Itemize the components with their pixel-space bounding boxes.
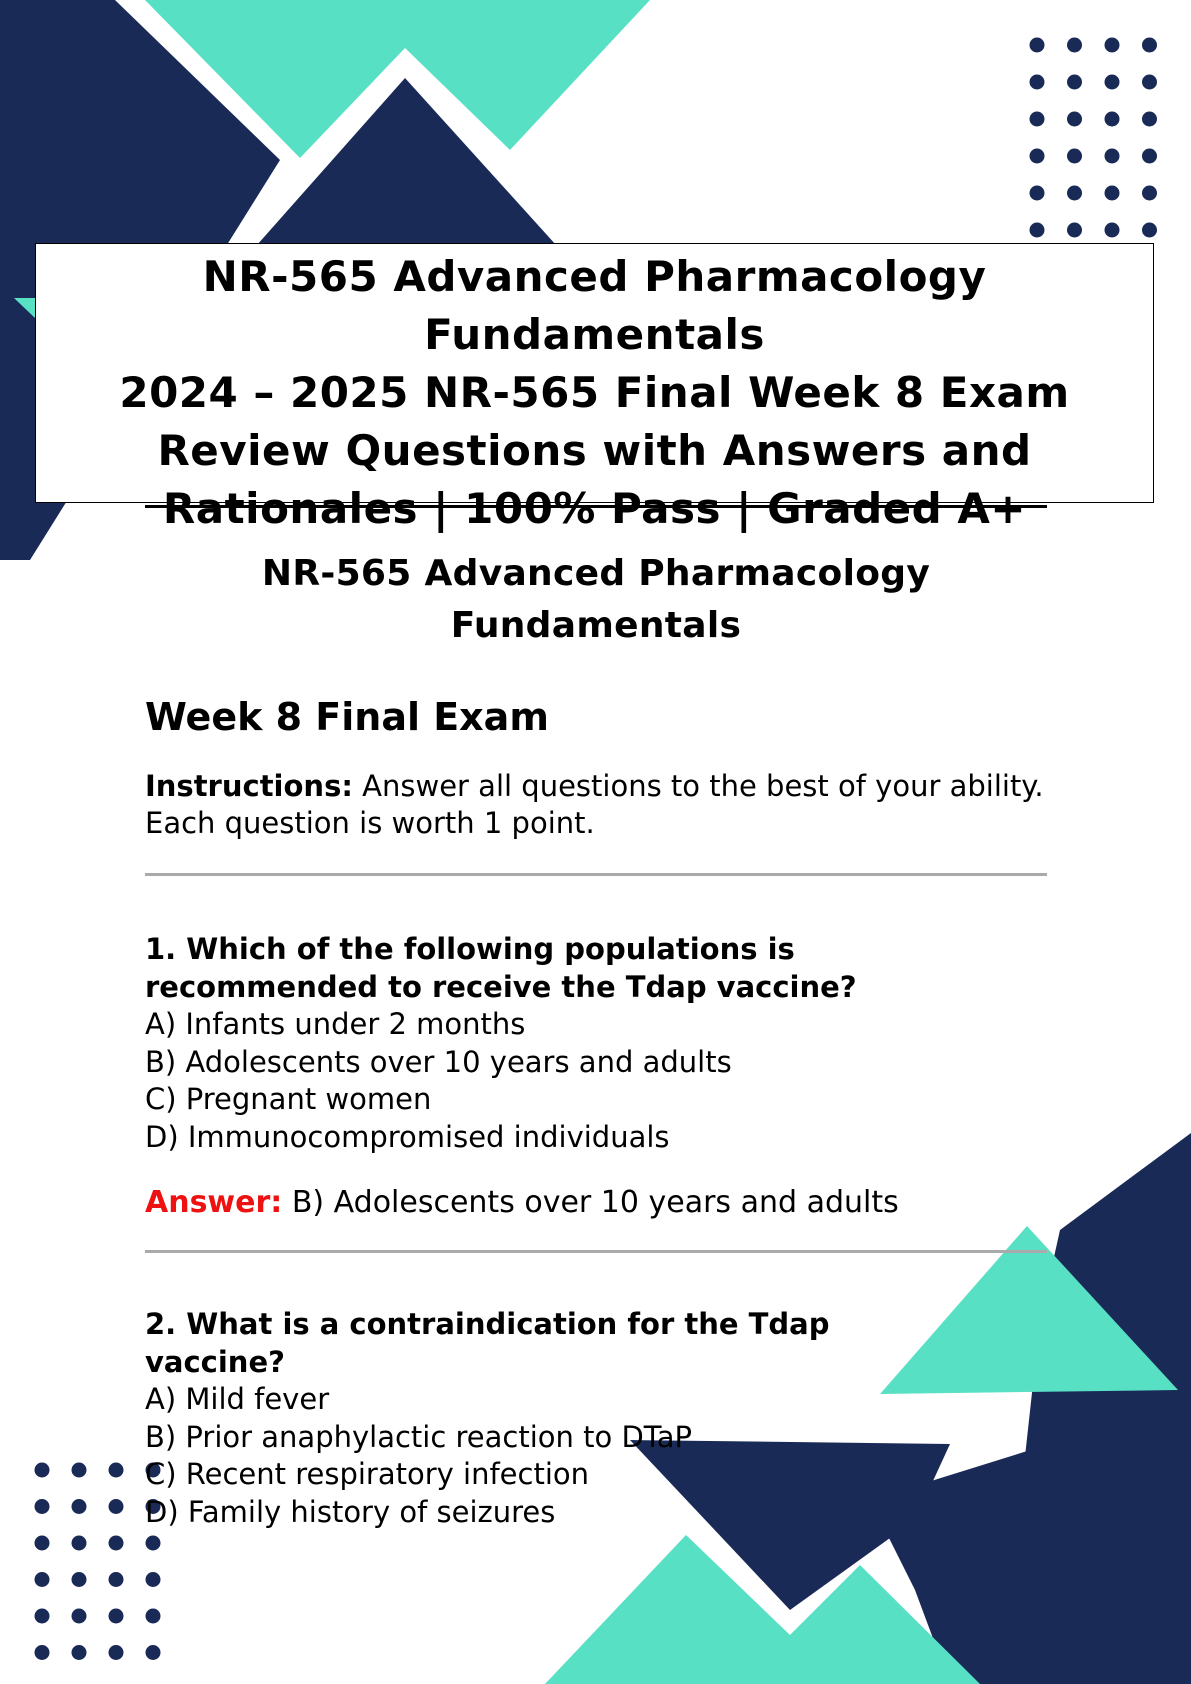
decorative-dot	[35, 1499, 50, 1514]
document-heading	[145, 548, 1047, 652]
decorative-dot	[1142, 75, 1157, 90]
question-2-option-a: A) Mild fever	[145, 1382, 330, 1416]
decorative-dot	[1142, 112, 1157, 127]
decorative-dot	[1067, 38, 1082, 53]
decorative-dot	[1105, 38, 1120, 53]
decorative-dot	[1067, 186, 1082, 201]
decorative-dot	[109, 1572, 124, 1587]
question-1	[145, 931, 1047, 1222]
decorative-dot	[146, 1645, 161, 1660]
question-1-option-a: A) Infants under 2 months	[145, 1007, 526, 1041]
answer-text: B) Adolescents over 10 years and adults	[282, 1185, 899, 1220]
decorative-dot	[1067, 112, 1082, 127]
decorative-dot	[1030, 38, 1045, 53]
question-1-option-d: D) Immunocompromised individuals	[145, 1119, 670, 1154]
title-line-4: Review Questions with Answers and	[157, 426, 1032, 475]
question-2-option-b: B) Prior anaphylactic reaction to DTaP	[145, 1419, 692, 1454]
title-line-5: Rationales | 100% Pass | Graded A+	[162, 484, 1027, 533]
decorative-dot	[1105, 186, 1120, 201]
decorative-dot	[1067, 223, 1082, 238]
question-2-option-d: D) Family history of seizures	[145, 1494, 556, 1529]
decorative-dot	[72, 1463, 87, 1478]
instructions	[145, 768, 1047, 842]
decorative-dot	[1030, 186, 1045, 201]
decorative-dot	[109, 1463, 124, 1478]
decorative-dot	[146, 1609, 161, 1624]
decorative-dot	[146, 1572, 161, 1587]
decorative-dot	[35, 1463, 50, 1478]
decorative-dot	[1030, 149, 1045, 164]
question-1-answer	[145, 1184, 1047, 1222]
title-line-2: Fundamentals	[424, 310, 765, 359]
question-1-option-c: C) Pregnant women	[145, 1082, 432, 1116]
decorative-dot	[1142, 38, 1157, 53]
decorative-dot	[1067, 75, 1082, 90]
question-1-option-b: B) Adolescents over 10 years and adults	[145, 1044, 732, 1079]
decorative-dot	[146, 1536, 161, 1551]
dot-grid-bottom-left	[35, 1463, 161, 1661]
decorative-dot	[109, 1645, 124, 1660]
question-1-text	[145, 931, 1047, 1006]
decorative-dot	[35, 1536, 50, 1551]
question-2-text-line-2: vaccine?	[145, 1344, 285, 1379]
divider-2	[145, 1250, 1047, 1253]
question-2-option-c: C) Recent respiratory infection	[145, 1457, 590, 1491]
decorative-dot	[109, 1609, 124, 1624]
title-line-3: 2024 – 2025 NR-565 Final Week 8 Exam	[119, 368, 1070, 417]
decorative-dot	[35, 1572, 50, 1587]
question-2-text-line-1: 2. What is a contraindication for the Tdap	[145, 1307, 830, 1341]
decorative-dot	[1067, 149, 1082, 164]
decorative-dot	[1105, 75, 1120, 90]
dot-grid-top-right	[1030, 38, 1158, 238]
decorative-dot	[1105, 112, 1120, 127]
instructions-label: Instructions:	[145, 769, 353, 803]
decorative-dot	[1030, 112, 1045, 127]
decorative-dot	[72, 1609, 87, 1624]
decorative-dot	[1105, 223, 1120, 238]
instructions-text: Answer all questions to the best of your ability. Each question is worth 1 point.	[145, 769, 1044, 840]
section-title: Week 8 Final Exam	[145, 695, 549, 739]
question-2-text	[145, 1306, 1047, 1381]
decorative-dot	[109, 1536, 124, 1551]
question-1-text-line-2: recommended to receive the Tdap vaccine?	[145, 969, 857, 1004]
question-1-text-line-1: 1. Which of the following populations is	[145, 932, 795, 966]
decorative-dot	[72, 1572, 87, 1587]
document-heading-line-2: Fundamentals	[450, 605, 742, 646]
decorative-dot	[35, 1609, 50, 1624]
decorative-dot	[72, 1536, 87, 1551]
title-banner	[35, 243, 1154, 533]
divider-1	[145, 873, 1047, 876]
decorative-dot	[1105, 149, 1120, 164]
answer-label: Answer:	[145, 1185, 283, 1220]
decorative-dot	[72, 1499, 87, 1514]
question-2	[145, 1306, 1047, 1531]
decorative-dot	[1142, 149, 1157, 164]
decorative-dot	[35, 1645, 50, 1660]
title-line-1: NR-565 Advanced Pharmacology	[202, 252, 987, 301]
decorative-dot	[1142, 186, 1157, 201]
document-body	[145, 505, 1047, 1531]
decorative-dot	[1030, 223, 1045, 238]
document-heading-line-1: NR-565 Advanced Pharmacology	[261, 553, 931, 594]
decorative-dot	[109, 1499, 124, 1514]
decorative-dot	[1030, 75, 1045, 90]
decorative-dot	[72, 1645, 87, 1660]
decorative-dot	[1142, 223, 1157, 238]
